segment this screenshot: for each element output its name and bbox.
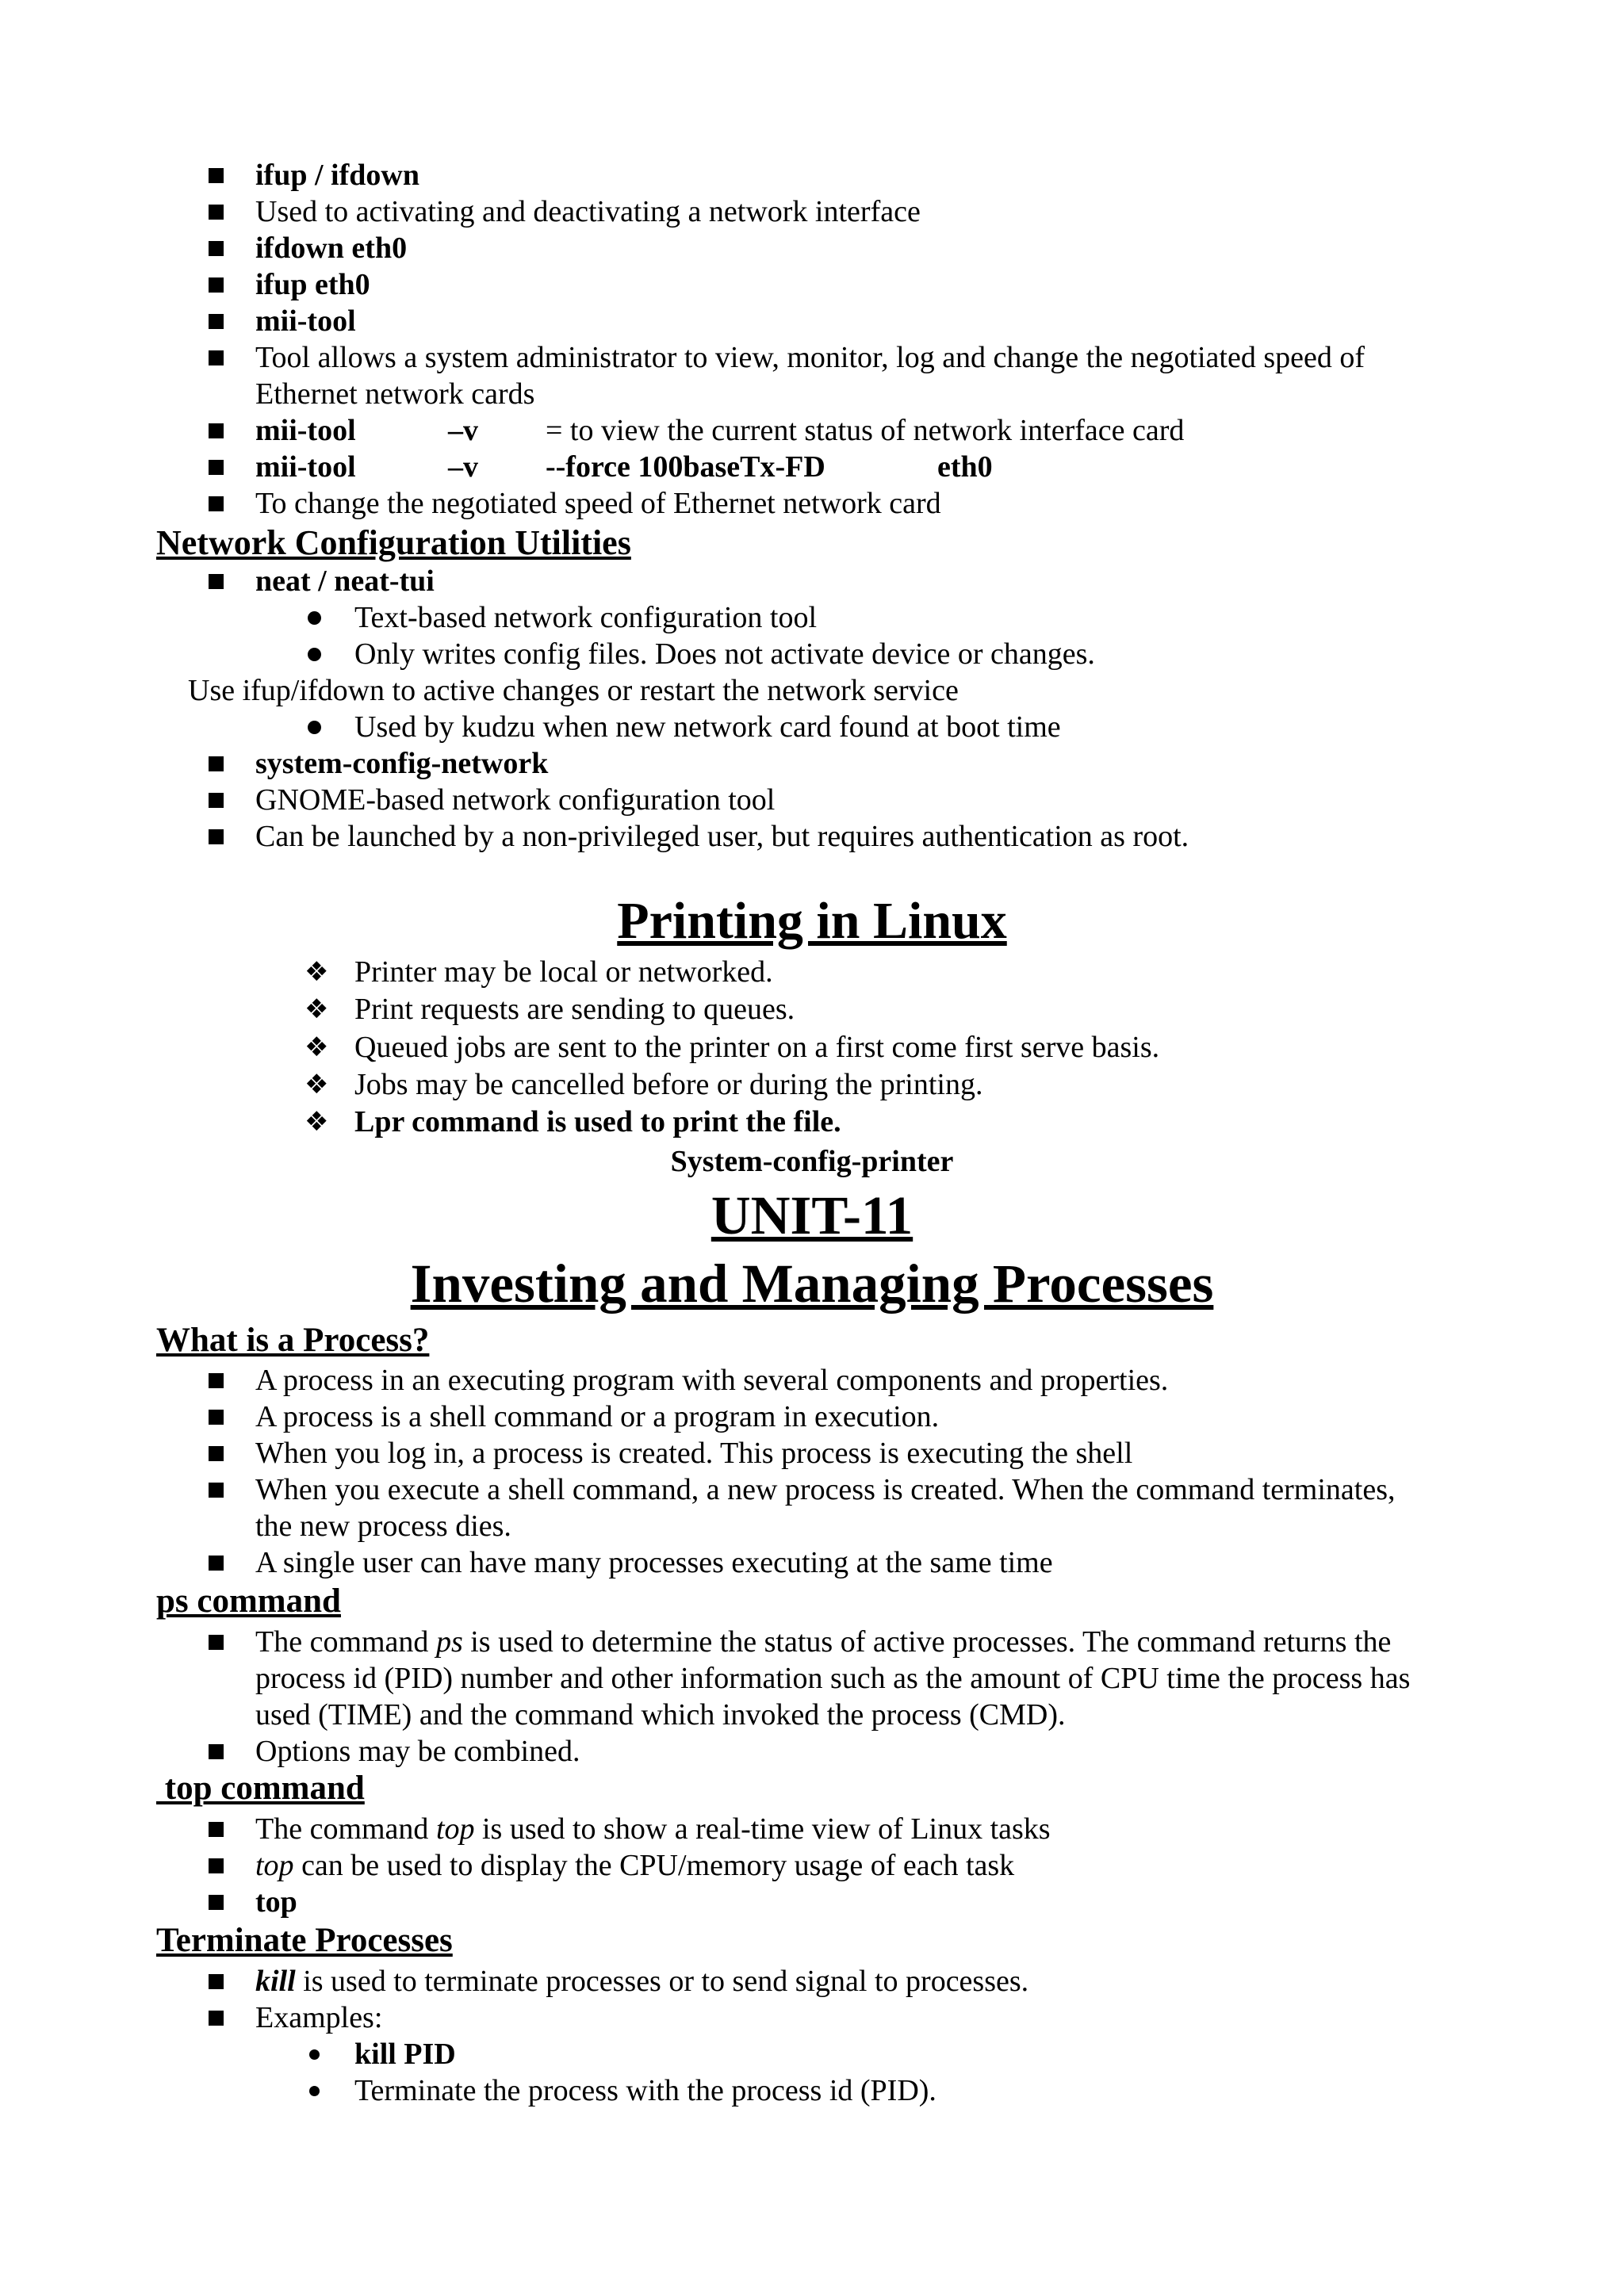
- square-bullet-icon: [209, 1744, 224, 1759]
- diamond-bullet-icon: ❖: [304, 956, 329, 988]
- list-item: A single user can have many processes executing at the same time: [255, 1546, 1053, 1579]
- square-bullet-icon: [209, 1974, 224, 1989]
- square-bullet-icon: [209, 1822, 224, 1837]
- command-option: --force 100baseTx-FD: [546, 450, 825, 484]
- unit-number: UNIT-11: [710, 1185, 914, 1246]
- command-flag: –v: [448, 414, 478, 447]
- list-item: The command top is used to show a real-time view of Linux tasks: [255, 1812, 1051, 1846]
- section-heading: Terminate Processes: [156, 1922, 453, 1959]
- square-bullet-icon: [209, 2011, 224, 2026]
- list-item: top can be used to display the CPU/memory usage of each task: [255, 1849, 1015, 1882]
- list-item-continuation: Ethernet network cards: [255, 377, 535, 411]
- unit-title: Investing and Managing Processes: [410, 1253, 1214, 1314]
- sub-list-item: Text-based network configuration tool: [354, 601, 818, 634]
- diamond-bullet-icon: ❖: [304, 1031, 329, 1063]
- circle-bullet-icon: [308, 721, 321, 734]
- list-item: Examples:: [255, 2001, 383, 2034]
- square-bullet-icon: [209, 1556, 224, 1571]
- list-item: Printer may be local or networked.: [354, 955, 773, 989]
- circle-bullet-icon: [308, 611, 321, 625]
- section-title: Printing in Linux: [617, 892, 1007, 950]
- section-heading: What is a Process?: [156, 1322, 430, 1359]
- square-bullet-icon: [209, 1858, 224, 1873]
- square-bullet-icon: [209, 793, 224, 808]
- section-heading: top command: [156, 1770, 365, 1807]
- list-item: Queued jobs are sent to the printer on a first come first serve basis.: [354, 1031, 1160, 1064]
- sub-list-item: kill PID: [354, 2038, 456, 2071]
- list-item: top: [255, 1885, 297, 1919]
- square-bullet-icon: [209, 205, 224, 220]
- list-item: When you log in, a process is created. This process is executing the shell: [255, 1437, 1133, 1470]
- list-item: Can be launched by a non-privileged user, but requires authentication as root.: [255, 820, 1189, 853]
- square-bullet-icon: [209, 1895, 224, 1910]
- list-item: The command ps is used to determine the status of active processes. The command returns the: [255, 1625, 1392, 1659]
- square-bullet-icon: [209, 423, 224, 438]
- list-item: When you execute a shell command, a new process is created. When the command terminates,: [255, 1473, 1396, 1506]
- note-text: Use ifup/ifdown to active changes or restart the network service: [188, 674, 959, 707]
- circle-bullet-icon: [309, 2049, 320, 2060]
- list-item: system-config-network: [255, 747, 549, 780]
- square-bullet-icon: [209, 756, 224, 771]
- list-item: Tool allows a system administrator to view, monitor, log and change the negotiated speed of: [255, 341, 1365, 374]
- square-bullet-icon: [209, 1483, 224, 1498]
- square-bullet-icon: [209, 1373, 224, 1388]
- square-bullet-icon: [209, 314, 224, 329]
- list-item: GNOME-based network configuration tool: [255, 783, 776, 817]
- square-bullet-icon: [209, 1635, 224, 1650]
- list-item: ifup eth0: [255, 268, 370, 301]
- square-bullet-icon: [209, 460, 224, 475]
- square-bullet-icon: [209, 350, 224, 365]
- square-bullet-icon: [209, 829, 224, 844]
- square-bullet-icon: [209, 1446, 224, 1461]
- list-item: ifdown eth0: [255, 232, 408, 265]
- list-item: To change the negotiated speed of Ethernet network card: [255, 487, 941, 520]
- square-bullet-icon: [209, 277, 224, 293]
- sub-list-item: Only writes config files. Does not activate device or changes.: [354, 637, 1095, 671]
- list-item: A process in an executing program with several components and properties.: [255, 1364, 1169, 1397]
- circle-bullet-icon: [308, 648, 321, 661]
- sub-list-item: Used by kudzu when new network card found at boot time: [354, 710, 1061, 744]
- list-item: Jobs may be cancelled before or during the printing.: [354, 1068, 983, 1101]
- square-bullet-icon: [209, 241, 224, 256]
- section-heading: ps command: [156, 1582, 341, 1620]
- list-item: Print requests are sending to queues.: [354, 993, 795, 1026]
- list-item: ifup / ifdown: [255, 159, 419, 192]
- list-item: mii-tool: [255, 304, 356, 338]
- list-item-continuation: used (TIME) and the command which invoked the process (CMD).: [255, 1698, 1066, 1732]
- list-item-continuation: process id (PID) number and other information such as the amount of CPU time the process has: [255, 1662, 1411, 1695]
- square-bullet-icon: [209, 496, 224, 511]
- list-item: Used to activating and deactivating a network interface: [255, 195, 921, 228]
- sub-list-item: Terminate the process with the process id (PID).: [354, 2074, 936, 2107]
- diamond-bullet-icon: ❖: [304, 1106, 329, 1138]
- list-item: Options may be combined.: [255, 1735, 580, 1768]
- command-interface: eth0: [937, 450, 993, 484]
- diamond-bullet-icon: ❖: [304, 993, 329, 1025]
- list-item: A process is a shell command or a program in execution.: [255, 1400, 940, 1433]
- circle-bullet-icon: [309, 2086, 320, 2096]
- list-item: Lpr command is used to print the file.: [354, 1105, 841, 1138]
- command-flag: –v: [448, 450, 478, 484]
- section-heading: Network Configuration Utilities: [156, 523, 631, 562]
- list-item: neat / neat-tui: [255, 564, 435, 598]
- command-name: mii-tool: [255, 450, 356, 484]
- command-name: mii-tool: [255, 414, 356, 447]
- square-bullet-icon: [209, 1410, 224, 1425]
- subtitle: System-config-printer: [670, 1145, 954, 1178]
- square-bullet-icon: [209, 168, 224, 183]
- diamond-bullet-icon: ❖: [304, 1069, 329, 1100]
- list-item: kill is used to terminate processes or to send signal to processes.: [255, 1965, 1029, 1998]
- square-bullet-icon: [209, 574, 224, 589]
- list-item-continuation: the new process dies.: [255, 1510, 511, 1543]
- command-description: = to view the current status of network interface card: [546, 414, 1185, 447]
